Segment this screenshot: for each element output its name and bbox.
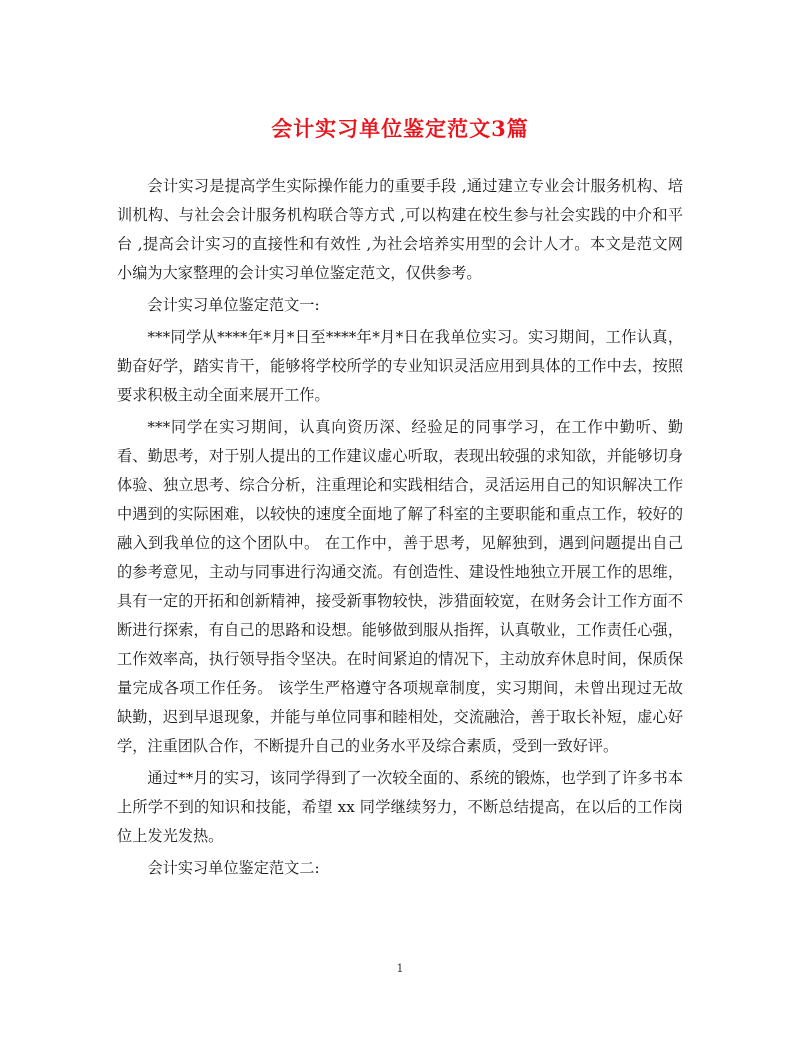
document-body — [117, 172, 683, 886]
body-paragraph: ***同学在实习期间，认真向资历深、经验足的同事学习，在工作中勤听、勤看、勤思考，对于别人提出的工作建议虚心听取，表现出较强的求知欲，并能够切身体验、独立思考、综合分析，注重理论和实践相结合，灵活运用自己的知识解决工作中遇到的实际困难，以较快的速度全面地了解了科室的主要职能和重点工作，较好的融入到我单位的这个团队中。 在工作中，善于思考，见解独到，遇到问题提出自己的参考意见，主动与同事进行沟通交流。有创造性、建设性地独立开展工作的思维，具有一定的开拓和创新精神，接受新事物较快，涉猎面较宽，在财务会计工作方面不断进行探索，有自己的思路和设想。能够做到服从指挥，认真敬业，工作责任心强，工作效率高，执行领导指令坚决。在时间紧迫的情况下，主动放弃休息时间，保质保量完成各项工作任务。 该学生严格遵守各项规章制度，实习期间，未曾出现过无故缺勤，迟到早退现象，并能与单位同事和睦相处，交流融洽，善于取长补短，虚心好学，注重团队合作，不断提升自己的业务水平及综合素质，受到一致好评。 — [117, 418, 683, 755]
body-paragraph: ***同学从****年*月*日至****年*月*日在我单位实习。实习期间，工作认真，勤奋好学，踏实肯干，能够将学校所学的专业知识灵活应用到具体的工作中去，按照要求积极主动全面来展开工作。 — [117, 328, 683, 404]
section-heading-one: 会计实习单位鉴定范文一: — [147, 296, 320, 314]
body-paragraph: 通过**月的实习，该同学得到了一次较全面的、系统的锻炼，也学到了许多书本上所学不到的知识和技能，希望 xx 同学继续努力，不断总结提高，在以后的工作岗位上发光发热。 — [117, 769, 683, 845]
intro-paragraph: 会计实习是提高学生实际操作能力的重要手段 ,通过建立专业会计服务机构、培训机构、与社会会计服务机构联合等方式 ,可以构建在校生参与社会实践的中介和平台 ,提高会计实习的直接性和有效性 ,为社会培养实用型的会计人才。本文是范文网小编为大家整理的会计实习单位鉴定范文，仅供参考。 — [117, 177, 683, 282]
page-number: 1 — [396, 962, 404, 975]
section-heading-two: 会计实习单位鉴定范文二: — [147, 859, 320, 877]
document-title: 会计实习单位鉴定范文3篇 — [271, 116, 529, 141]
